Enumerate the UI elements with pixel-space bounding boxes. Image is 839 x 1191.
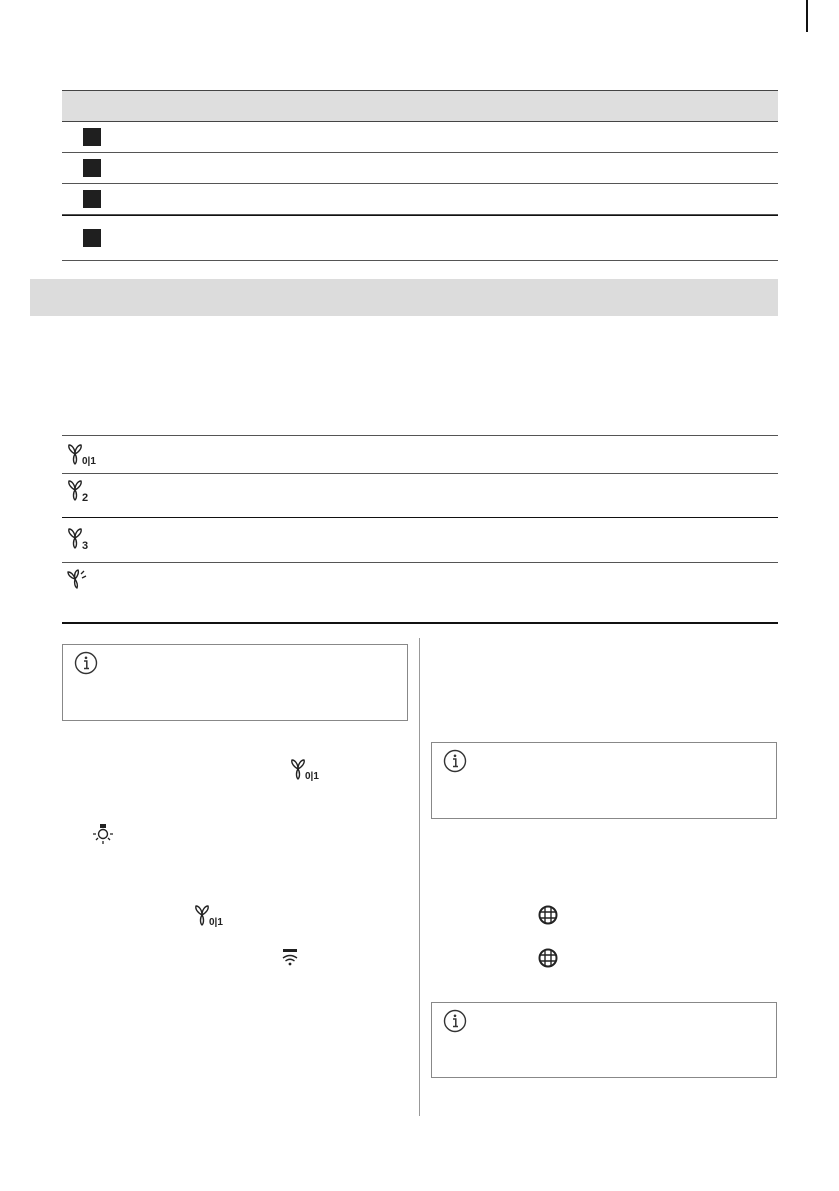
parts-table: [62, 90, 778, 261]
row-marker-square: [83, 229, 101, 247]
fan-speed-0-1-icon: [192, 904, 232, 928]
table-row: [62, 184, 778, 215]
svg-text:0|1: 0|1: [209, 917, 223, 928]
row-marker-square: [83, 159, 101, 177]
section-heading-band: [30, 279, 778, 316]
row-marker-square: [83, 190, 101, 208]
info-icon: [443, 749, 467, 773]
row-marker-square: [83, 128, 101, 146]
fan-speed-0-1-icon: [65, 443, 105, 467]
column-divider: [419, 638, 420, 1116]
table-row: [62, 563, 778, 624]
light-bulb-icon: [90, 822, 116, 846]
table-row: [62, 153, 778, 184]
info-note-box: [431, 742, 777, 819]
fan-speed-table: [62, 435, 778, 624]
fan-boost-icon: [65, 568, 95, 594]
fan-speed-0-1-icon: [288, 758, 328, 782]
svg-text:3: 3: [82, 540, 89, 552]
parts-table-header: [62, 90, 778, 122]
svg-text:2: 2: [82, 492, 89, 504]
table-row: [62, 122, 778, 153]
info-note-box: [62, 644, 408, 721]
svg-text:0|1: 0|1: [305, 771, 319, 782]
fan-speed-2-icon: [65, 479, 105, 505]
grease-filter-icon: [537, 947, 559, 969]
fan-speed-3-icon: [65, 527, 105, 553]
table-row: [62, 436, 778, 474]
page-edge-mark: [806, 0, 808, 32]
info-icon: [74, 651, 98, 675]
table-row: [62, 518, 778, 563]
hob-connection-icon: [280, 947, 300, 969]
table-row: [62, 215, 778, 261]
table-row: [62, 474, 778, 518]
svg-text:0|1: 0|1: [82, 456, 96, 467]
info-note-box: [431, 1002, 777, 1078]
grease-filter-icon: [537, 904, 559, 926]
info-icon: [443, 1009, 467, 1033]
